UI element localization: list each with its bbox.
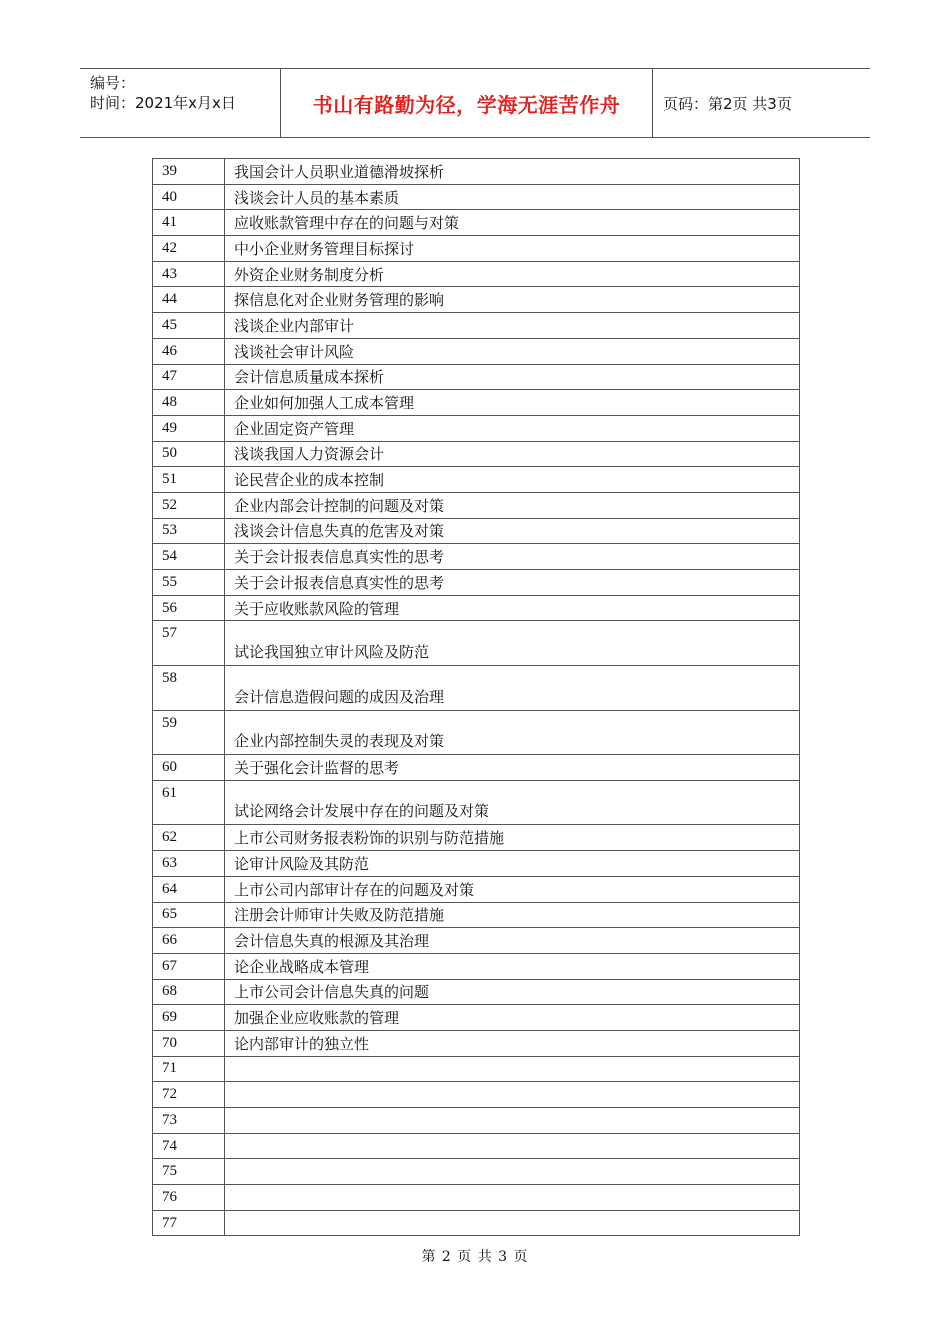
row-title: 论民营企业的成本控制 [225, 467, 800, 493]
table-row [153, 467, 800, 493]
row-number: 47 [153, 364, 225, 390]
table-row [153, 1159, 800, 1185]
row-number: 56 [153, 595, 225, 621]
table-row [153, 338, 800, 364]
row-title: 浅谈我国人力资源会计 [225, 441, 800, 467]
table-row [153, 492, 800, 518]
row-title: 浅谈企业内部审计 [225, 313, 800, 339]
row-title: 关于会计报表信息真实性的思考 [225, 544, 800, 570]
table-row [153, 210, 800, 236]
time-label: 时间：2021年x月x日 [90, 94, 236, 112]
code-label: 编号： [90, 74, 136, 92]
table-row [153, 902, 800, 928]
table-row [153, 1185, 800, 1211]
table-row [153, 876, 800, 902]
table-row [153, 287, 800, 313]
row-title: 企业固定资产管理 [225, 415, 800, 441]
row-title [225, 1185, 800, 1211]
row-title: 试论网络会计发展中存在的问题及对策 [225, 780, 800, 825]
table-row [153, 851, 800, 877]
row-number: 69 [153, 1005, 225, 1031]
row-title [225, 1082, 800, 1108]
row-number: 75 [153, 1159, 225, 1185]
row-number: 45 [153, 313, 225, 339]
row-title: 企业内部控制失灵的表现及对策 [225, 710, 800, 755]
row-number: 42 [153, 236, 225, 262]
page-header [80, 68, 870, 138]
row-title: 外资企业财务制度分析 [225, 261, 800, 287]
header-motto: 书山有路勤为径，学海无涯苦作舟 [281, 69, 653, 137]
row-title: 会计信息质量成本探析 [225, 364, 800, 390]
row-title: 企业内部会计控制的问题及对策 [225, 492, 800, 518]
row-number: 58 [153, 665, 225, 710]
topics-table [152, 158, 800, 1236]
row-number: 71 [153, 1056, 225, 1082]
row-title: 论企业战略成本管理 [225, 953, 800, 979]
row-title: 上市公司财务报表粉饰的识别与防范措施 [225, 825, 800, 851]
row-number: 48 [153, 390, 225, 416]
row-number: 67 [153, 953, 225, 979]
row-title: 会计信息失真的根源及其治理 [225, 928, 800, 954]
row-title: 试论我国独立审计风险及防范 [225, 621, 800, 666]
row-title: 企业如何加强人工成本管理 [225, 390, 800, 416]
table-row [153, 928, 800, 954]
row-number: 59 [153, 710, 225, 755]
row-title: 上市公司会计信息失真的问题 [225, 979, 800, 1005]
row-title [225, 1210, 800, 1236]
row-number: 54 [153, 544, 225, 570]
row-number: 55 [153, 570, 225, 596]
table-row [153, 236, 800, 262]
row-title: 探信息化对企业财务管理的影响 [225, 287, 800, 313]
page-footer: 第 2 页 共 3 页 [421, 1249, 529, 1265]
row-title: 关于强化会计监督的思考 [225, 755, 800, 781]
row-title: 加强企业应收账款的管理 [225, 1005, 800, 1031]
row-number: 46 [153, 338, 225, 364]
row-number: 72 [153, 1082, 225, 1108]
table-row [153, 159, 800, 185]
table-row [153, 1210, 800, 1236]
row-number: 61 [153, 780, 225, 825]
row-title [225, 1056, 800, 1082]
row-number: 51 [153, 467, 225, 493]
row-number: 41 [153, 210, 225, 236]
row-number: 66 [153, 928, 225, 954]
table-row [153, 1030, 800, 1056]
row-number: 74 [153, 1133, 225, 1159]
table-row [153, 665, 800, 710]
table-row [153, 313, 800, 339]
table-row [153, 1108, 800, 1134]
row-number: 63 [153, 851, 225, 877]
table-row [153, 710, 800, 755]
row-number: 57 [153, 621, 225, 666]
row-number: 52 [153, 492, 225, 518]
row-title [225, 1159, 800, 1185]
table-row [153, 184, 800, 210]
row-title: 注册会计师审计失败及防范措施 [225, 902, 800, 928]
row-title: 浅谈社会审计风险 [225, 338, 800, 364]
row-number: 68 [153, 979, 225, 1005]
table-row [153, 570, 800, 596]
table-row [153, 621, 800, 666]
row-title [225, 1133, 800, 1159]
row-title: 浅谈会计人员的基本素质 [225, 184, 800, 210]
table-row [153, 979, 800, 1005]
topics-table-body [153, 159, 800, 1236]
header-meta [80, 69, 281, 137]
row-number: 44 [153, 287, 225, 313]
row-number: 39 [153, 159, 225, 185]
row-number: 49 [153, 415, 225, 441]
row-number: 60 [153, 755, 225, 781]
row-title: 中小企业财务管理目标探讨 [225, 236, 800, 262]
table-row [153, 364, 800, 390]
table-row [153, 595, 800, 621]
table-row [153, 544, 800, 570]
row-number: 65 [153, 902, 225, 928]
row-title: 我国会计人员职业道德滑坡探析 [225, 159, 800, 185]
table-row [153, 780, 800, 825]
row-title: 关于应收账款风险的管理 [225, 595, 800, 621]
table-row [153, 261, 800, 287]
row-number: 70 [153, 1030, 225, 1056]
table-row [153, 518, 800, 544]
row-number: 50 [153, 441, 225, 467]
row-title: 上市公司内部审计存在的问题及对策 [225, 876, 800, 902]
table-row [153, 415, 800, 441]
row-number: 77 [153, 1210, 225, 1236]
row-title: 论内部审计的独立性 [225, 1030, 800, 1056]
row-number: 40 [153, 184, 225, 210]
table-row [153, 1082, 800, 1108]
row-number: 73 [153, 1108, 225, 1134]
row-title [225, 1108, 800, 1134]
row-number: 53 [153, 518, 225, 544]
row-number: 64 [153, 876, 225, 902]
header-page-info: 页码：第2页 共3页 [663, 94, 792, 113]
row-number: 62 [153, 825, 225, 851]
row-title: 应收账款管理中存在的问题与对策 [225, 210, 800, 236]
table-row [153, 825, 800, 851]
row-title: 浅谈会计信息失真的危害及对策 [225, 518, 800, 544]
row-title: 会计信息造假问题的成因及治理 [225, 665, 800, 710]
table-row [153, 755, 800, 781]
row-title: 论审计风险及其防范 [225, 851, 800, 877]
table-row [153, 1056, 800, 1082]
row-number: 43 [153, 261, 225, 287]
table-row [153, 953, 800, 979]
table-row [153, 390, 800, 416]
table-row [153, 441, 800, 467]
row-title: 关于会计报表信息真实性的思考 [225, 570, 800, 596]
table-row [153, 1005, 800, 1031]
table-row [153, 1133, 800, 1159]
row-number: 76 [153, 1185, 225, 1211]
